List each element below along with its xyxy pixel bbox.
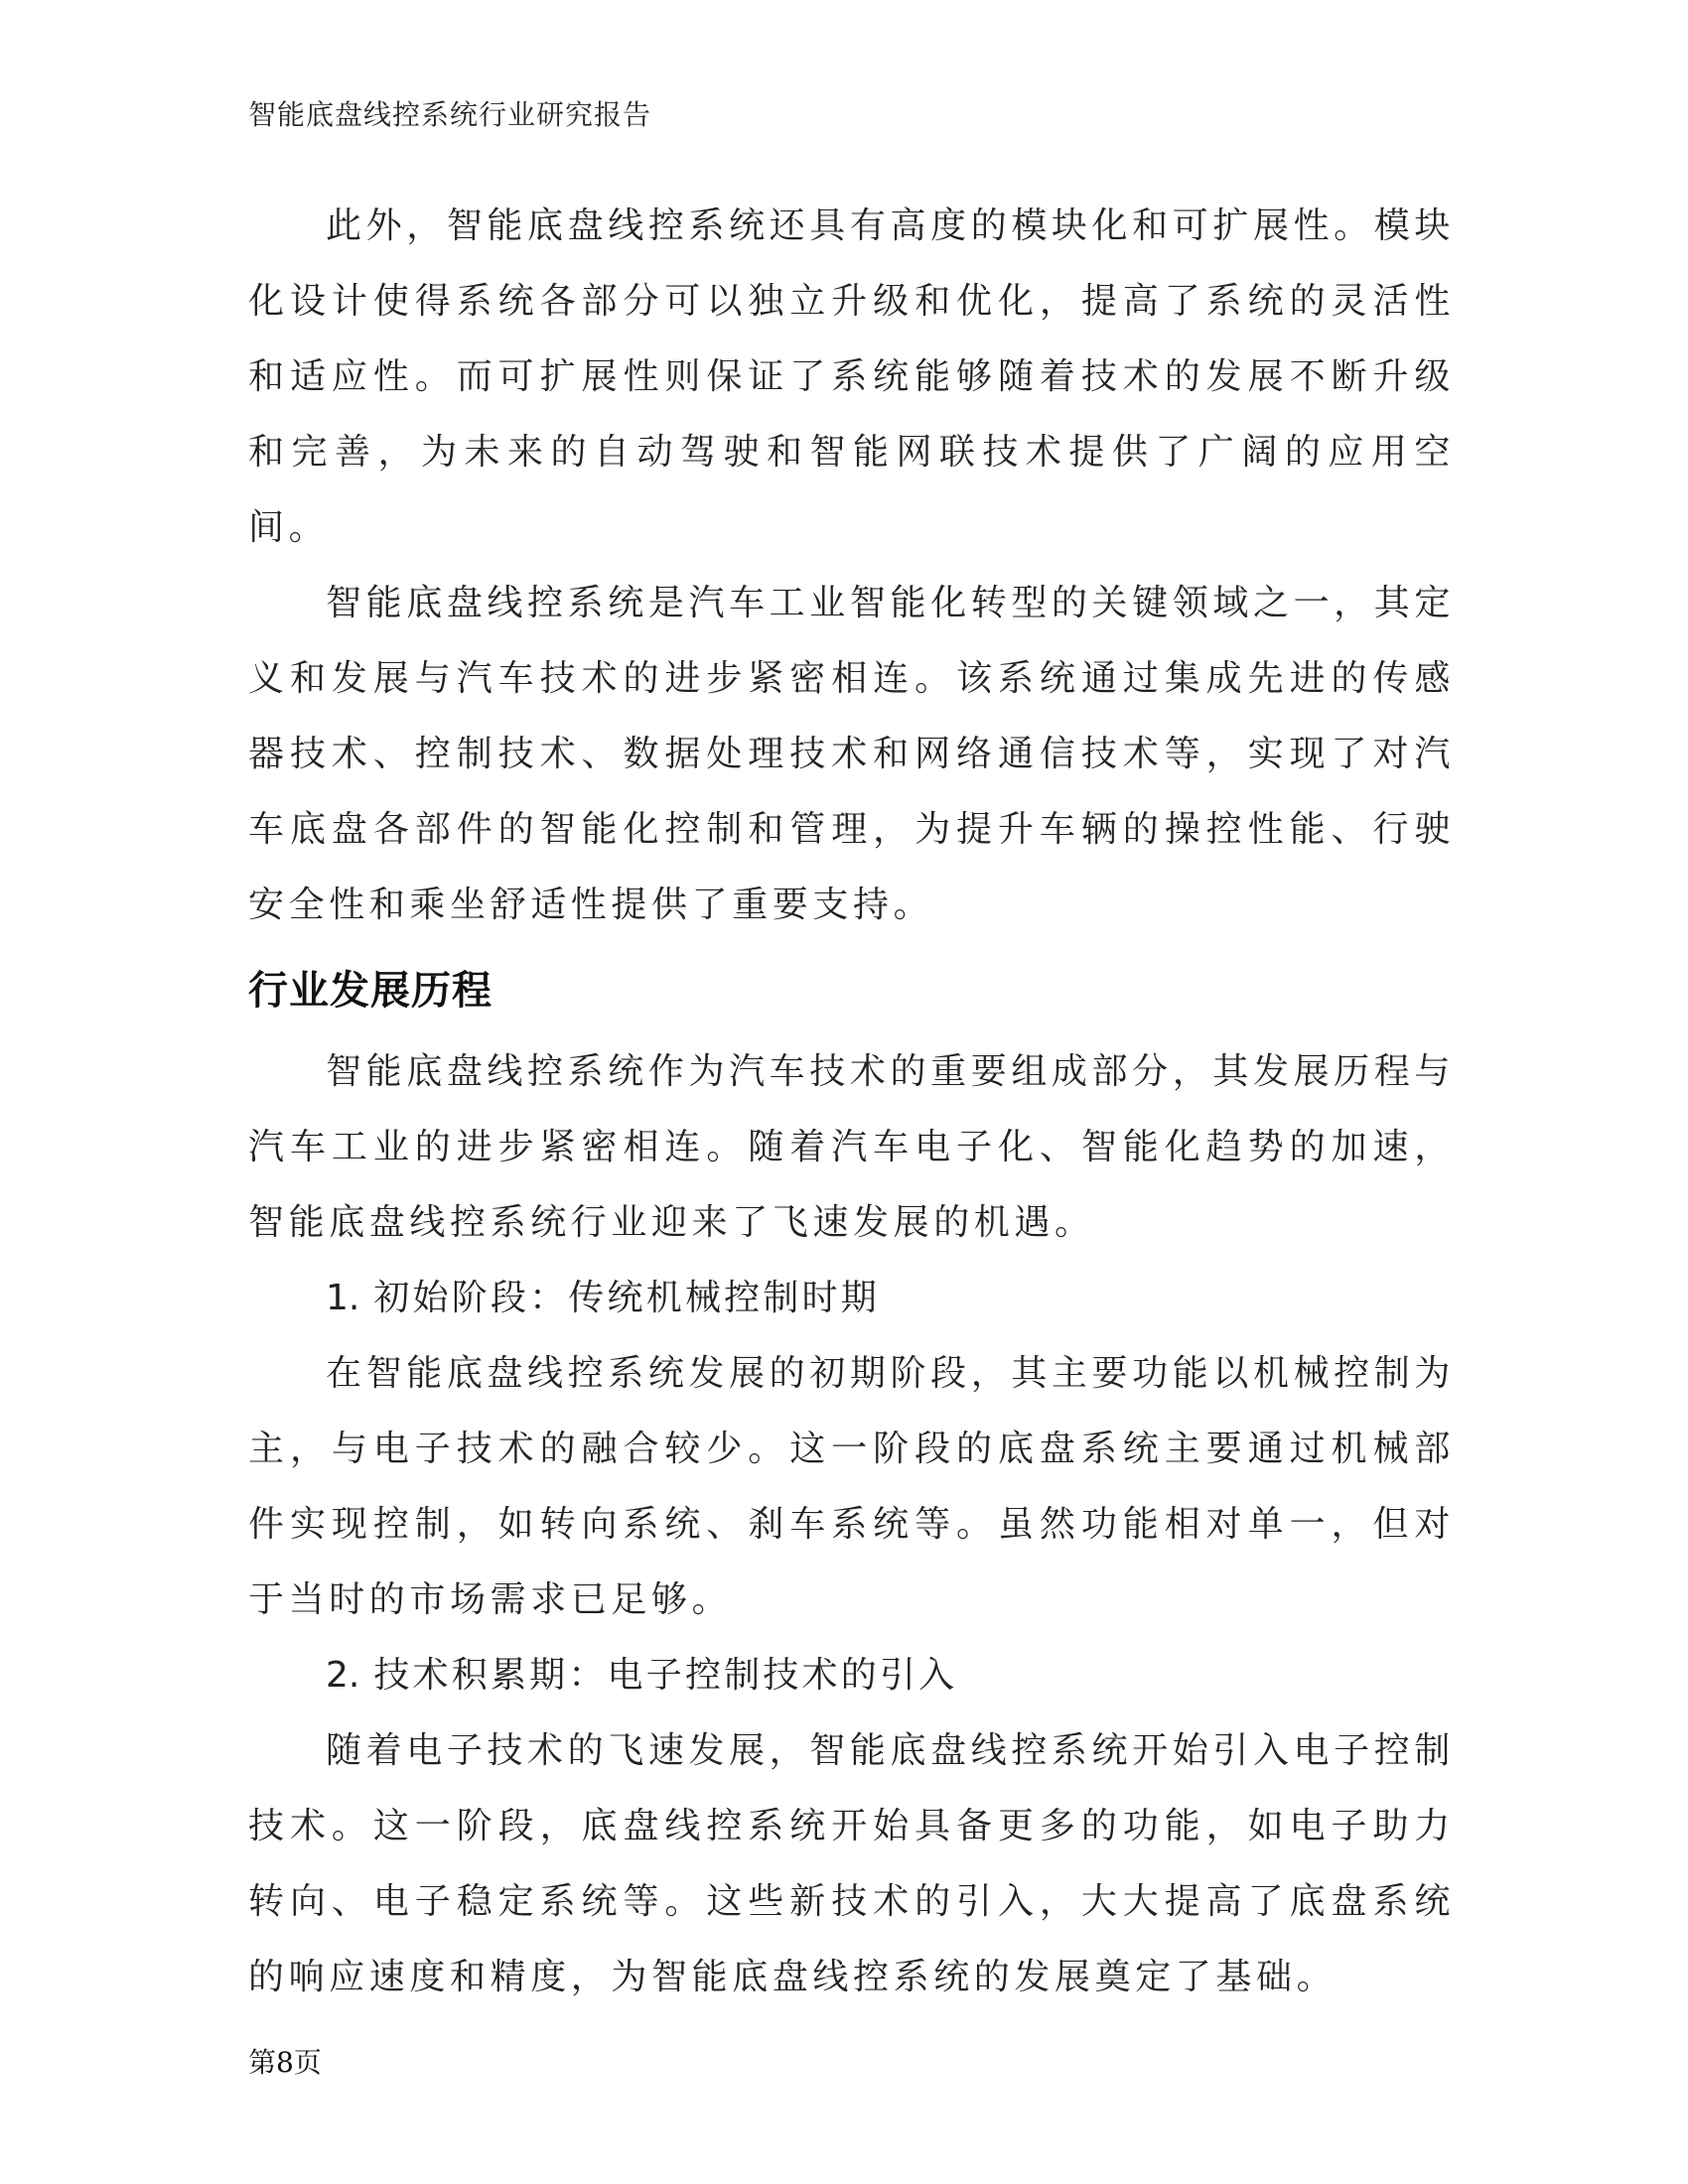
list-item-initial-stage <box>248 1261 1455 1336</box>
running-header: 智能底盘线控系统行业研究报告 <box>248 98 652 131</box>
list-item-text: 初始阶段：传统机械控制时期 <box>373 1278 880 1318</box>
paragraph-accumulation-stage: 随着电子技术的飞速发展，智能底盘线控系统开始引入电子控制技术。这一阶段，底盘线控系统开始具备更多的功能，如电子助力转向、电子稳定系统等。这些新技术的引入，大大提高了底盘系统的响应速度和精度，为智能底盘线控系统的发展奠定了基础。 <box>248 1730 1455 1997</box>
list-item-text: 技术积累期：电子控制技术的引入 <box>373 1655 958 1696</box>
paragraph-initial-stage: 在智能底盘线控系统发展的初期阶段，其主要功能以机械控制为主，与电子技术的融合较少。这一阶段的底盘系统主要通过机械部件实现控制，如转向系统、刹车系统等。虽然功能相对单一，但对于当时的市场需求已足够。 <box>248 1353 1455 1620</box>
paragraph-history-intro: 智能底盘线控系统作为汽车技术的重要组成部分，其发展历程与汽车工业的进步紧密相连。随着汽车电子化、智能化趋势的加速，智能底盘线控系统行业迎来了飞速发展的机遇。 <box>248 1051 1455 1243</box>
page-content <box>248 189 1455 2015</box>
list-number: 1. <box>326 1278 360 1318</box>
list-item-accumulation-stage <box>248 1638 1455 1713</box>
paragraph-definition: 智能底盘线控系统是汽车工业智能化转型的关键领域之一，其定义和发展与汽车技术的进步紧密相连。该系统通过集成先进的传感器技术、控制技术、数据处理技术和网络通信技术等，实现了对汽车底盘各部件的智能化控制和管理，为提升车辆的操控性能、行驶安全性和乘坐舒适性提供了重要支持。 <box>248 583 1455 925</box>
page-number: 第8页 <box>248 2046 322 2079</box>
paragraph-modularity: 此外，智能底盘线控系统还具有高度的模块化和可扩展性。模块化设计使得系统各部分可以独立升级和优化，提高了系统的灵活性和适应性。而可扩展性则保证了系统能够随着技术的发展不断升级和完善，为未来的自动驾驶和智能网联技术提供了广阔的应用空间。 <box>248 205 1455 548</box>
section-heading-history: 行业发展历程 <box>248 968 492 1014</box>
list-number: 2. <box>326 1655 360 1696</box>
